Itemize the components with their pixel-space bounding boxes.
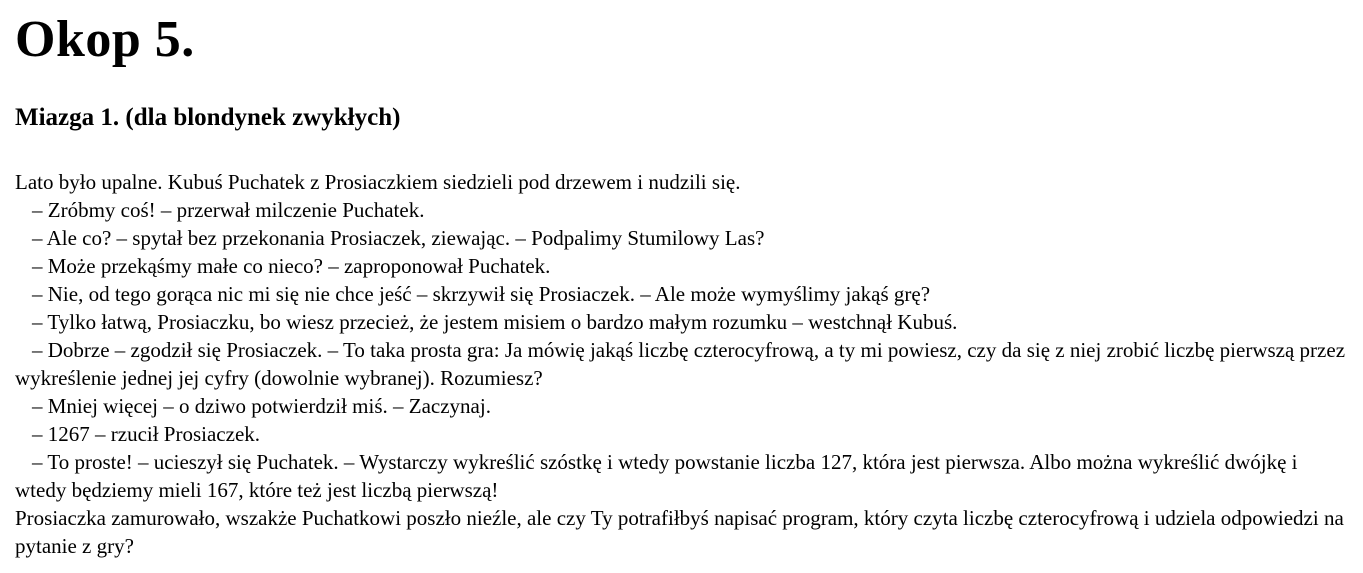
paragraph-dialogue: – Mniej więcej – o dziwo potwierdził miś. – Zaczynaj.	[32, 393, 491, 418]
paragraph-dialogue: – Tylko łatwą, Prosiaczku, bo wiesz przecież, że jestem misiem o bardzo małym rozumku – westchnął Kubuś.	[32, 309, 958, 334]
paragraph-dialogue: – Dobrze – zgodził się Prosiaczek. – To taka prosta gra: Ja mówię jakąś liczbę czterocyfrową, a ty mi powiesz, czy da się z niej zrobić liczbę pierwszą przez wykreślenie jednej jej cyfry (dowolnie wybranej). Rozumiesz?	[15, 337, 1346, 390]
paragraph-dialogue: – Ale co? – spytał bez przekonania Prosiaczek, ziewając. – Podpalimy Stumilowy Las?	[32, 225, 765, 250]
paragraph-dialogue: – Zróbmy coś! – przerwał milczenie Puchatek.	[32, 197, 425, 222]
paragraph-dialogue: – Nie, od tego gorąca nic mi się nie chce jeść – skrzywił się Prosiaczek. – Ale może wymyślimy jakąś grę?	[32, 281, 931, 306]
story-text	[15, 168, 1351, 560]
paragraph-question: Prosiaczka zamurowało, wszakże Puchatkowi poszło nieźle, ale czy Ty potrafiłbyś napisać program, który czyta liczbę czterocyfrową i udziela odpowiedzi na pytanie z gry?	[15, 505, 1344, 558]
paragraph-intro: Lato było upalne. Kubuś Puchatek z Prosiaczkiem siedzieli pod drzewem i nudzili się.	[15, 169, 741, 194]
paragraph-dialogue: – Może przekąśmy małe co nieco? – zaproponował Puchatek.	[32, 253, 551, 278]
paragraph-dialogue: – 1267 – rzucił Prosiaczek.	[32, 421, 261, 446]
page-title: Okop 5.	[15, 11, 195, 68]
section-subtitle: Miazga 1. (dla blondynek zwykłych)	[15, 104, 401, 131]
paragraph-dialogue: – To proste! – ucieszył się Puchatek. – Wystarczy wykreślić szóstkę i wtedy powstanie liczba 127, która jest pierwsza. Albo można wykreślić dwójkę i wtedy będziemy mieli 167, które też jest liczbą pierwszą!	[15, 449, 1298, 502]
